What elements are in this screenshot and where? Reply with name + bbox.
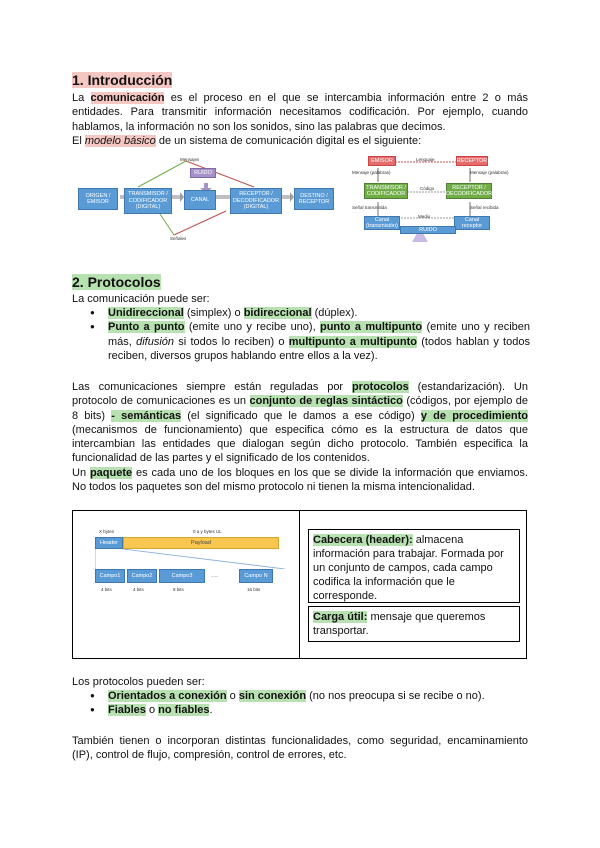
term-comunicacion: comunicación <box>90 92 165 104</box>
field-3-bits: 8 bits <box>173 587 184 592</box>
codigo-label: Código <box>420 186 435 191</box>
field-1-bits: 4 bits <box>101 587 112 592</box>
emisor-box: EMISOR <box>368 156 396 166</box>
packet-field-1: Campo1 <box>95 569 125 583</box>
field-n-bits: 16 bits <box>247 587 261 592</box>
receptor-box: RECEPTOR <box>456 156 488 166</box>
mensaje-right-label: Mensaje (palabras) <box>470 170 509 175</box>
channel-box: CANAL <box>184 190 216 210</box>
packet-paragraph: Un paquete es cada uno de los bloques en los que se divide la información que enviamos. No todos los paquetes son del mismo protocolo ni tienen la misma intencionalidad. <box>72 467 528 494</box>
list-item: ● Fiables o no fiables. <box>90 703 530 717</box>
messages-label: Mensajes <box>180 157 200 162</box>
model-paragraph: El modelo básico de un sistema de comunicación digital es el siguiente: <box>72 135 422 147</box>
protocols-paragraph: Las comunicaciones siempre están reguladas por protocolos (estandarización). Un protocolo de comunicaciones es un conjunto de reglas sintáctico (códigos, por ejemplo de 8 bits) - semánticas (el significado que le damos a ese código) y de procedimiento (mecanismos de funcionamiento) que especifica cómo es la estructura de datos que intercambian las entidades que dialogan según dicho protocolo. También especifica la funcionalidad de las partes y el significado de los contenidos. <box>72 381 528 465</box>
list-item: ● Unidireccional (simplex) o bidireccional (dúplex). <box>90 306 530 320</box>
origin-emitter-box: ORIGEN / EMISOR <box>78 188 118 210</box>
header-bytes-label: X bytes <box>99 529 115 534</box>
senal-left-label: Señal transmitida <box>352 205 387 210</box>
transmisor-codificador-box: TRANSMISOR / CODIFICADOR <box>364 183 408 199</box>
packet-field-ellipsis: ...... <box>211 573 219 578</box>
packet-table <box>72 510 527 659</box>
destination-box: DESTINO / RECEPTOR <box>294 188 334 210</box>
canal-receptor-box: Canal receptor <box>454 216 490 230</box>
communication-types-intro: La comunicación puede ser: <box>72 293 210 305</box>
canal-transmision-box: Canal (transmisión) <box>364 216 400 230</box>
transmitter-box: TRANSMISOR / CODIFICADOR (DIGITAL) <box>124 188 172 214</box>
section-1-heading: 1. Introducción <box>72 72 173 88</box>
signals-label: Señales <box>170 236 187 241</box>
mensaje-left-label: Mensaje (palabras) <box>352 170 391 175</box>
section-2-heading: 2. Protocolos <box>72 274 161 290</box>
payload-definition-cell: Carga útil: mensaje que queremos transportar. <box>308 606 520 642</box>
communication-types-list <box>90 306 530 363</box>
header-block: Header <box>95 537 123 549</box>
header-definition-cell: Cabecera (header): almacena información para trabajar. Formada por un conjunto de campos, cada campo codifica la información que le corresponde. <box>308 529 520 603</box>
payload-bytes-label: 0 a y bytes UL <box>193 529 222 534</box>
receiver-box: RECEPTOR / DECODIFICADOR (DIGITAL) <box>230 188 282 214</box>
senal-right-label: Señal recibida <box>470 205 499 210</box>
packet-field-2: Campo2 <box>127 569 157 583</box>
payload-block: Payload <box>123 537 279 549</box>
receptor-decodificador-box: RECEPTOR / DECODIFICADOR <box>445 184 493 197</box>
protocol-kinds-intro: Los protocolos pueden ser: <box>72 676 205 688</box>
packet-field-n: Campo N <box>239 569 273 583</box>
functionalities-paragraph: También tienen o incorporan distintas funcionalidades, como seguridad, encaminamiento (IP), control de flujo, compresión, control de errores, etc. <box>72 735 528 762</box>
ruido-box: RUIDO <box>400 226 456 234</box>
table-divider <box>299 511 300 658</box>
noise-box: RUIDO <box>190 168 216 178</box>
intro-paragraph: La comunicación es el proceso en el que se intercambia información entre 2 o más entidades. Para transmitir información necesitamos codificación. Por ejemplo, cuando hablamos, la información no son los sonidos, sino las palabras que decimos. <box>72 92 528 133</box>
list-item: ● Punto a punto (emite uno y recibe uno), punto a multipunto (emite uno y reciben más, difusión si todos lo reciben) o multipunto a multipunto (todos hablan y todos reciben, diversos grupos hablando entre ellos a la vez). <box>90 320 530 363</box>
list-item: ● Orientados a conexión o sin conexión (no nos preocupa si se recibe o no). <box>90 689 530 703</box>
protocol-kinds-list <box>90 689 530 718</box>
field-2-bits: 4 bits <box>133 587 144 592</box>
lenguaje-label: Lenguaje <box>416 157 435 162</box>
medio-label: Medio <box>418 214 431 219</box>
term-modelo-basico: modelo básico <box>84 135 156 147</box>
packet-expansion-lines <box>95 549 285 569</box>
packet-field-3: Campo3 <box>159 569 205 583</box>
